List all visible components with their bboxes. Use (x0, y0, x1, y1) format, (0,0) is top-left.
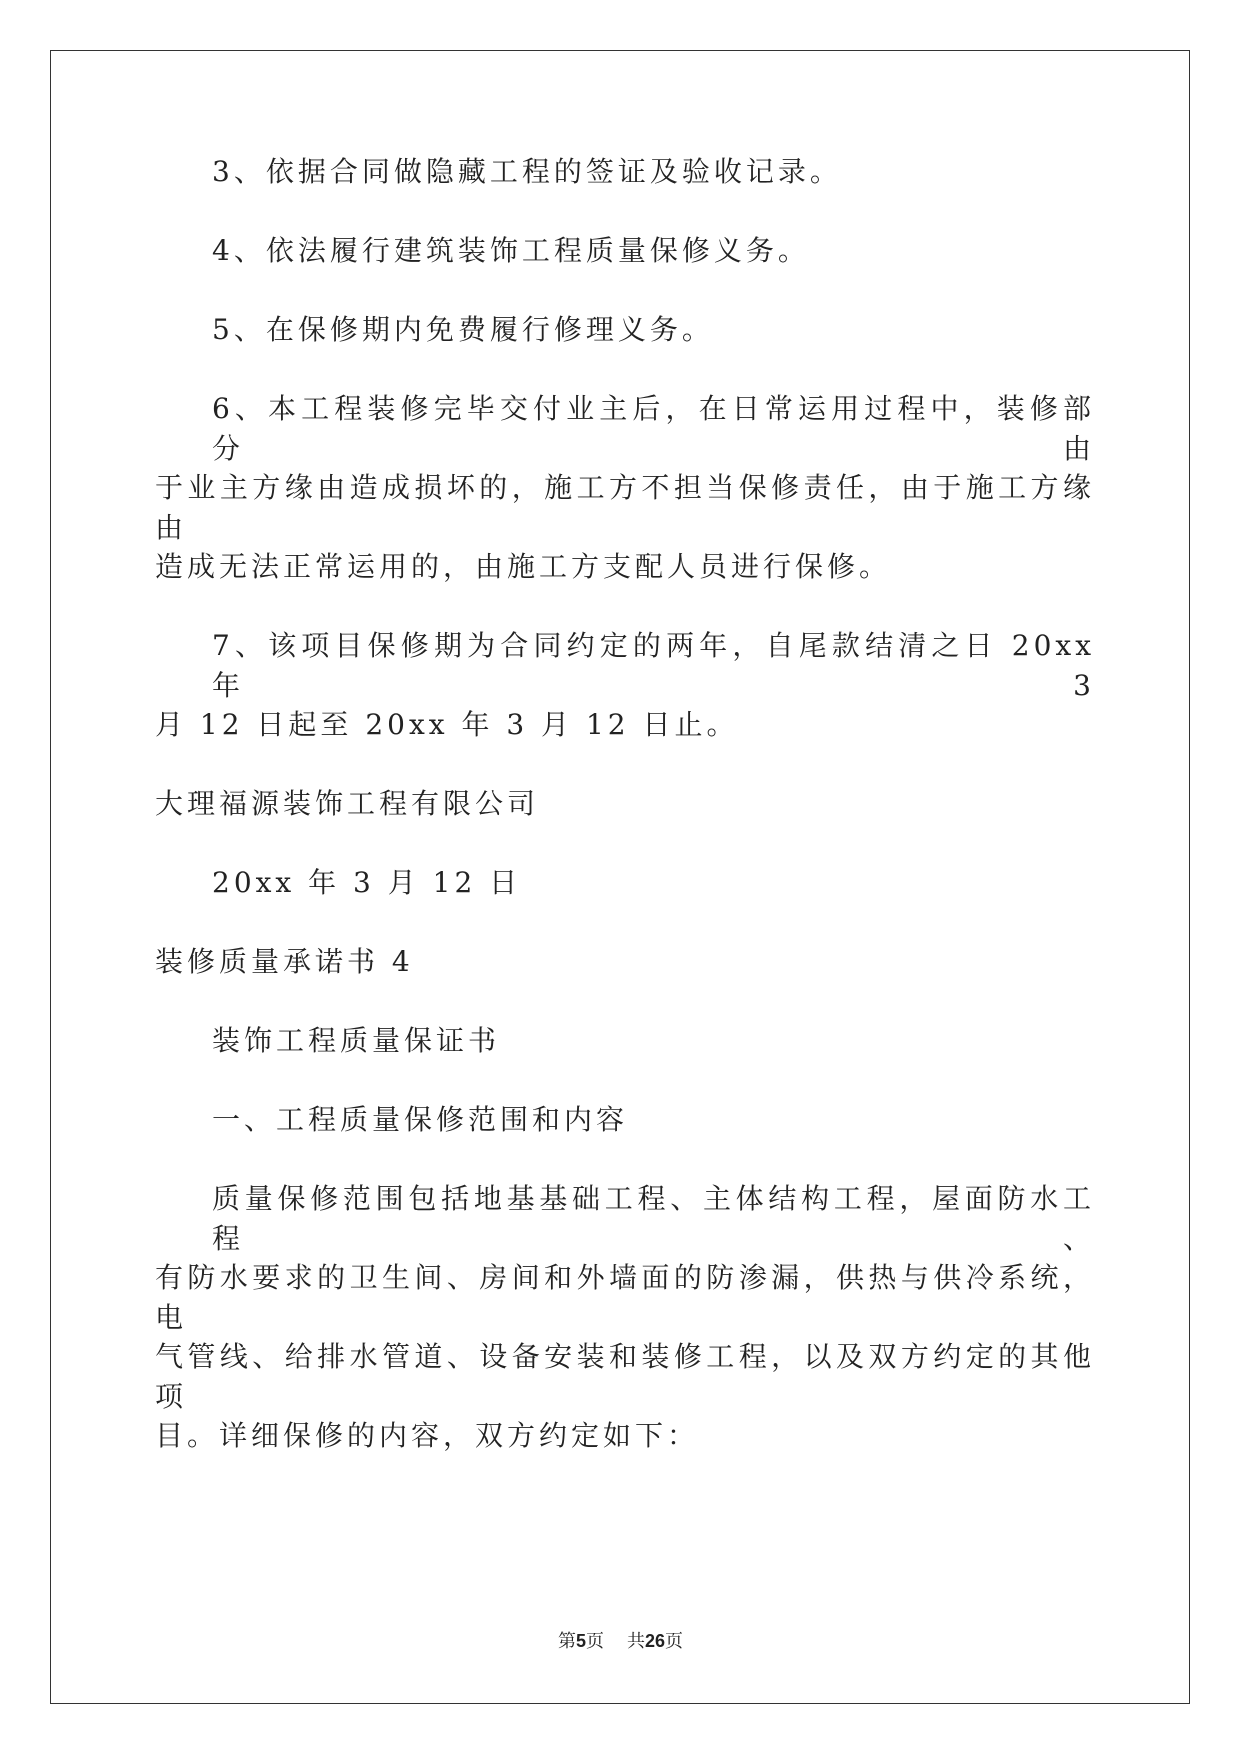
page-footer (0, 1629, 1241, 1654)
paragraph-item-6-line-1: 6、本工程装修完毕交付业主后，在日常运用过程中，装修部分由 (212, 392, 1095, 465)
paragraph-item-7-line-2: 月 12 日起至 20xx 年 3 月 12 日止。 (155, 708, 739, 741)
paragraph-item-5: 5、在保修期内免费履行修理义务。 (212, 313, 714, 346)
clause-text-line-2: 有防水要求的卫生间、房间和外墙面的防渗漏，供热与供冷系统，电 (155, 1261, 1095, 1334)
clause-text-line-3: 气管线、给排水管道、设备安装和装修工程，以及双方约定的其他项 (155, 1340, 1095, 1413)
paragraph-item-6-line-3: 造成无法正常运用的，由施工方支配人员进行保修。 (155, 550, 892, 583)
total-pages: 26 (644, 1631, 665, 1651)
clause-heading: 一、工程质量保修范围和内容 (212, 1103, 629, 1136)
company-name: 大理福源装饰工程有限公司 (155, 787, 540, 820)
total-suffix: 页 (664, 1631, 683, 1652)
signature-date: 20xx 年 3 月 12 日 (212, 866, 522, 899)
paragraph-item-3: 3、依据合同做隐藏工程的签证及验收记录。 (212, 155, 842, 188)
paragraph-item-4: 4、依法履行建筑装饰工程质量保修义务。 (212, 234, 810, 267)
clause-text-line-4: 目。详细保修的内容，双方约定如下： (155, 1419, 700, 1452)
page-number: 5 (576, 1631, 587, 1651)
page-suffix: 页 (586, 1631, 605, 1652)
document-heading: 装饰工程质量保证书 (212, 1024, 501, 1057)
paragraph-item-7-line-1: 7、该项目保修期为合同约定的两年，自尾款结清之日 20xx 年 3 (212, 629, 1095, 702)
page-prefix: 第 (558, 1631, 577, 1652)
paragraph-item-6-line-2: 于业主方缘由造成损坏的，施工方不担当保修责任，由于施工方缘由 (155, 471, 1095, 544)
section-title: 装修质量承诺书 4 (155, 945, 414, 978)
total-prefix: 共 (626, 1631, 645, 1652)
clause-text-line-1: 质量保修范围包括地基基础工程、主体结构工程，屋面防水工程、 (212, 1182, 1095, 1255)
